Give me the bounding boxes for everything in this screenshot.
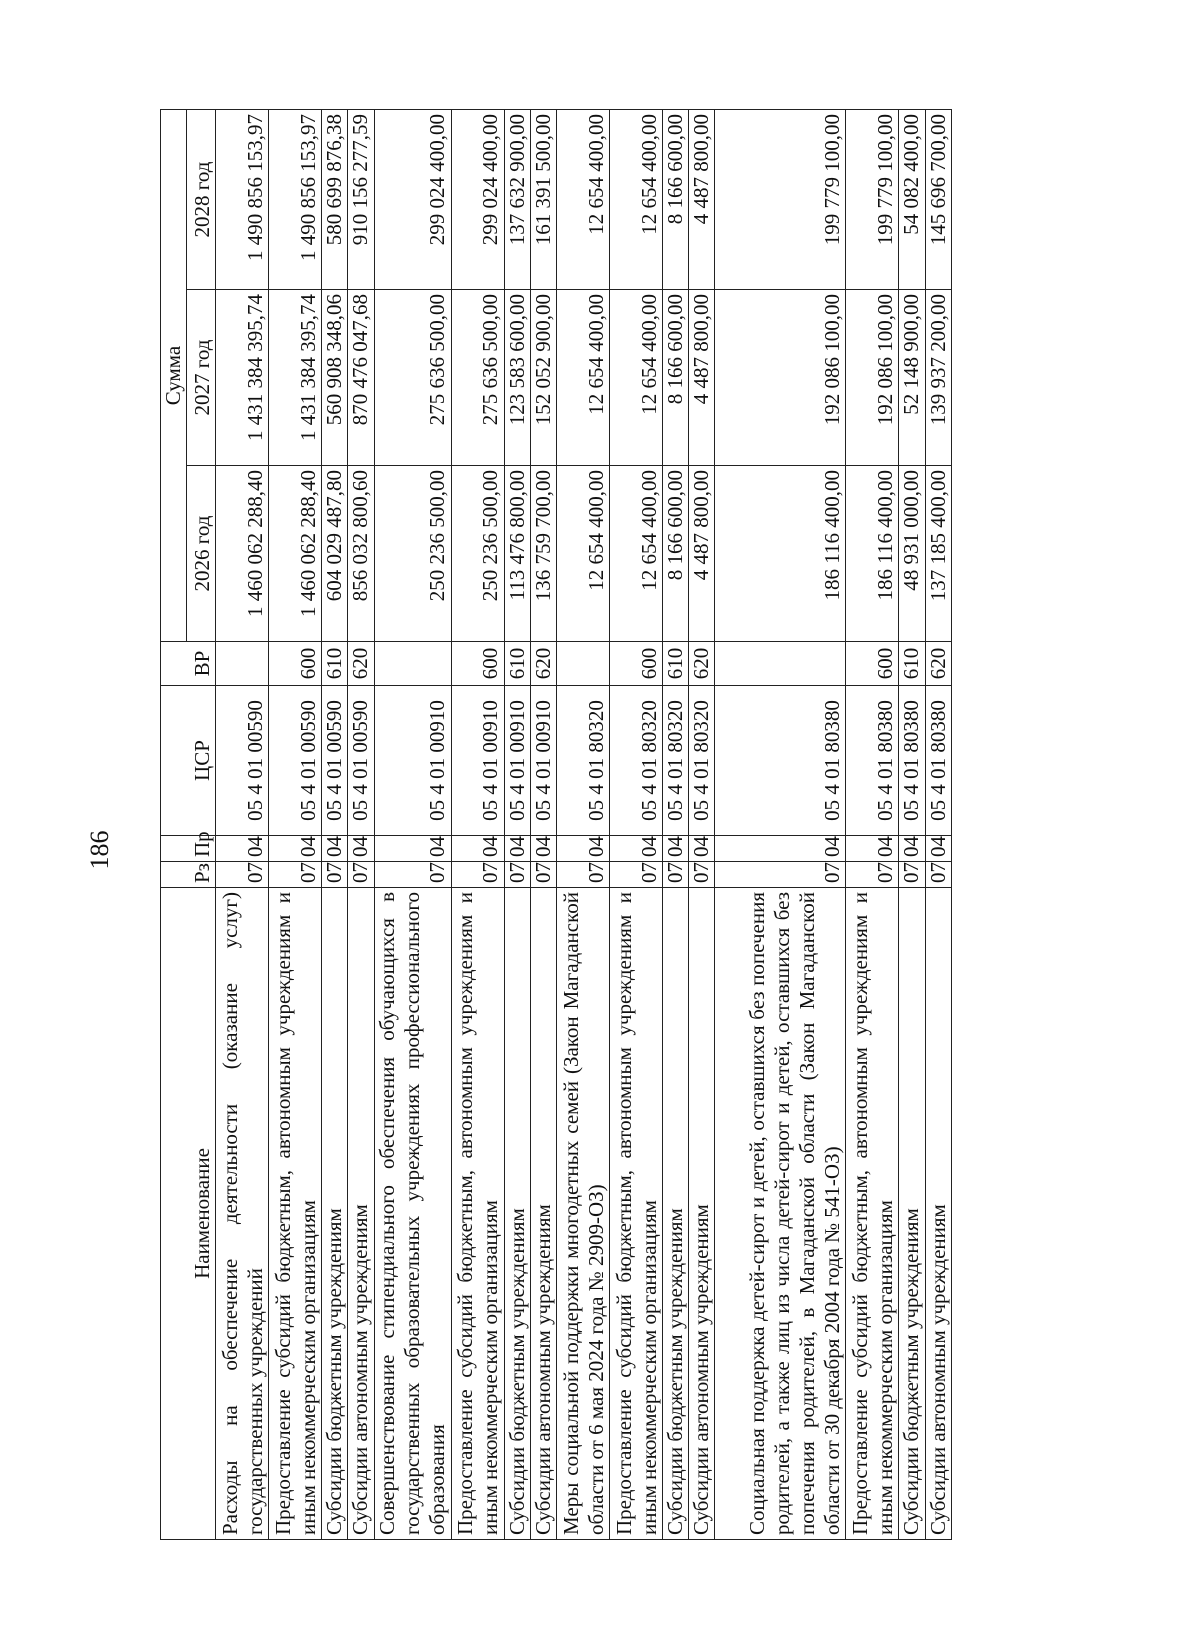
header-2027: 2027 год (187, 290, 216, 466)
header-2026: 2026 год (187, 466, 216, 642)
cell-y2027: 275 636 500,00 (451, 290, 504, 466)
cell-y2026: 186 116 400,00 (715, 466, 846, 642)
cell-csr: 05 4 01 00590 (269, 686, 322, 836)
table-row (662, 109, 688, 1539)
cell-rz: 07 (348, 862, 374, 888)
cell-rz: 07 (216, 862, 269, 888)
cell-csr: 05 4 01 80320 (556, 686, 609, 836)
cell-y2027: 560 908 348,06 (322, 290, 348, 466)
cell-name: Субсидии бюджетным учреждениям (504, 888, 530, 1540)
cell-y2027: 870 476 047,68 (348, 290, 374, 466)
cell-name: Расходы на обеспечение деятельности (оказание услуг) государственных учреждений (216, 888, 269, 1540)
table-row (556, 109, 609, 1539)
cell-csr: 05 4 01 80320 (609, 686, 662, 836)
table-row (899, 109, 925, 1539)
cell-y2028: 1 490 856 153,97 (216, 109, 269, 289)
cell-y2026: 856 032 800,60 (348, 466, 374, 642)
cell-vr: 620 (689, 642, 715, 686)
cell-y2027: 275 636 500,00 (374, 290, 451, 466)
cell-rz: 07 (556, 862, 609, 888)
cell-rz: 07 (451, 862, 504, 888)
cell-y2028: 12 654 400,00 (556, 109, 609, 289)
table-row (530, 109, 556, 1539)
cell-y2028: 54 082 400,00 (899, 109, 925, 289)
cell-y2027: 1 431 384 395,74 (269, 290, 322, 466)
cell-vr: 600 (846, 642, 899, 686)
cell-y2026: 12 654 400,00 (609, 466, 662, 642)
cell-y2026: 250 236 500,00 (451, 466, 504, 642)
cell-name: Субсидии бюджетным учреждениям (899, 888, 925, 1540)
cell-csr: 05 4 01 80320 (662, 686, 688, 836)
header-vr: ВР (161, 642, 216, 686)
cell-name: Субсидии автономным учреждениям (925, 888, 951, 1540)
cell-rz: 07 (609, 862, 662, 888)
cell-name: Субсидии автономным учреждениям (348, 888, 374, 1540)
cell-vr: 610 (662, 642, 688, 686)
cell-pr: 04 (216, 836, 269, 862)
cell-pr: 04 (348, 836, 374, 862)
cell-vr: 610 (322, 642, 348, 686)
cell-rz: 07 (899, 862, 925, 888)
cell-rz: 07 (925, 862, 951, 888)
cell-y2028: 1 490 856 153,97 (269, 109, 322, 289)
cell-pr: 04 (925, 836, 951, 862)
cell-vr: 610 (899, 642, 925, 686)
table-row (216, 109, 269, 1539)
cell-vr: 620 (925, 642, 951, 686)
cell-y2027: 123 583 600,00 (504, 290, 530, 466)
cell-rz: 07 (846, 862, 899, 888)
cell-pr: 04 (269, 836, 322, 862)
cell-y2027: 52 148 900,00 (899, 290, 925, 466)
cell-pr: 04 (609, 836, 662, 862)
table-row (374, 109, 451, 1539)
cell-y2026: 48 931 000,00 (899, 466, 925, 642)
cell-pr: 04 (556, 836, 609, 862)
table-row (925, 109, 951, 1539)
cell-vr: 600 (451, 642, 504, 686)
cell-name: Субсидии автономным учреждениям (530, 888, 556, 1540)
cell-y2027: 192 086 100,00 (715, 290, 846, 466)
cell-csr: 05 4 01 80380 (715, 686, 846, 836)
cell-y2027: 12 654 400,00 (556, 290, 609, 466)
cell-name: Предоставление субсидий бюджетным, автономным учреждениям и иным некоммерческим организациям (451, 888, 504, 1540)
cell-y2026: 12 654 400,00 (556, 466, 609, 642)
header-row (161, 109, 187, 1539)
cell-csr: 05 4 01 80320 (689, 686, 715, 836)
cell-y2028: 137 632 900,00 (504, 109, 530, 289)
cell-y2026: 186 116 400,00 (846, 466, 899, 642)
cell-pr: 04 (322, 836, 348, 862)
cell-y2027: 12 654 400,00 (609, 290, 662, 466)
cell-name: Совершенствование стипендиального обеспечения обучающихся в государственных образовательных учреждениях профессионального образования (374, 888, 451, 1540)
cell-y2027: 152 052 900,00 (530, 290, 556, 466)
cell-vr: 620 (530, 642, 556, 686)
cell-y2027: 8 166 600,00 (662, 290, 688, 466)
cell-csr: 05 4 01 00910 (530, 686, 556, 836)
cell-vr: 600 (609, 642, 662, 686)
cell-pr: 04 (374, 836, 451, 862)
cell-vr (556, 642, 609, 686)
cell-csr: 05 4 01 00590 (348, 686, 374, 836)
cell-vr: 600 (269, 642, 322, 686)
cell-name: Меры социальной поддержки многодетных семей (Закон Магаданской области от 6 мая 2024 года № 2909-ОЗ) (556, 888, 609, 1540)
cell-rz: 07 (504, 862, 530, 888)
cell-vr: 610 (504, 642, 530, 686)
cell-y2028: 199 779 100,00 (715, 109, 846, 289)
cell-csr: 05 4 01 00590 (322, 686, 348, 836)
table-row (715, 109, 846, 1539)
table-row (846, 109, 899, 1539)
cell-y2028: 580 699 876,38 (322, 109, 348, 289)
cell-y2027: 139 937 200,00 (925, 290, 951, 466)
page-number: 186 (85, 830, 114, 870)
cell-name: Предоставление субсидий бюджетным, автономным учреждениям и иным некоммерческим организациям (846, 888, 899, 1540)
cell-y2027: 1 431 384 395,74 (216, 290, 269, 466)
cell-y2028: 299 024 400,00 (374, 109, 451, 289)
table-row (348, 109, 374, 1539)
cell-y2026: 604 029 487,80 (322, 466, 348, 642)
cell-y2028: 8 166 600,00 (662, 109, 688, 289)
table-row (322, 109, 348, 1539)
cell-rz: 07 (662, 862, 688, 888)
header-pr: Пр (161, 836, 216, 862)
table-body (216, 109, 952, 1539)
cell-y2028: 910 156 277,59 (348, 109, 374, 289)
cell-csr: 05 4 01 80380 (899, 686, 925, 836)
cell-csr: 05 4 01 00910 (504, 686, 530, 836)
cell-pr: 04 (662, 836, 688, 862)
table-row (609, 109, 662, 1539)
header-name: Наименование (161, 888, 216, 1540)
budget-table (160, 109, 952, 1540)
cell-rz: 07 (374, 862, 451, 888)
cell-y2027: 4 487 800,00 (689, 290, 715, 466)
cell-pr: 04 (451, 836, 504, 862)
cell-name: Предоставление субсидий бюджетным, автономным учреждениям и иным некоммерческим организациям (269, 888, 322, 1540)
cell-rz: 07 (689, 862, 715, 888)
cell-pr: 04 (846, 836, 899, 862)
cell-rz: 07 (715, 862, 846, 888)
cell-y2026: 113 476 800,00 (504, 466, 530, 642)
cell-pr: 04 (530, 836, 556, 862)
cell-pr: 04 (715, 836, 846, 862)
cell-pr: 04 (504, 836, 530, 862)
cell-pr: 04 (689, 836, 715, 862)
cell-csr: 05 4 01 80380 (925, 686, 951, 836)
cell-y2026: 1 460 062 288,40 (216, 466, 269, 642)
cell-y2027: 192 086 100,00 (846, 290, 899, 466)
cell-csr: 05 4 01 00910 (451, 686, 504, 836)
cell-name: Субсидии бюджетным учреждениям (662, 888, 688, 1540)
rotated-table-wrapper (160, 110, 1020, 1540)
cell-csr: 05 4 01 00590 (216, 686, 269, 836)
header-csr: ЦСР (161, 686, 216, 836)
table-row (689, 109, 715, 1539)
cell-rz: 07 (530, 862, 556, 888)
cell-name: Субсидии бюджетным учреждениям (322, 888, 348, 1540)
cell-csr: 05 4 01 00910 (374, 686, 451, 836)
table-row (504, 109, 530, 1539)
cell-name: Субсидии автономным учреждениям (689, 888, 715, 1540)
cell-vr: 620 (348, 642, 374, 686)
cell-name: Предоставление субсидий бюджетным, автономным учреждениям и иным некоммерческим организациям (609, 888, 662, 1540)
cell-y2028: 199 779 100,00 (846, 109, 899, 289)
cell-vr (715, 642, 846, 686)
cell-pr: 04 (899, 836, 925, 862)
cell-rz: 07 (269, 862, 322, 888)
cell-y2028: 4 487 800,00 (689, 109, 715, 289)
cell-vr (216, 642, 269, 686)
cell-y2028: 299 024 400,00 (451, 109, 504, 289)
cell-y2026: 1 460 062 288,40 (269, 466, 322, 642)
cell-y2026: 136 759 700,00 (530, 466, 556, 642)
table-row (269, 109, 322, 1539)
cell-y2026: 8 166 600,00 (662, 466, 688, 642)
header-rz: Рз (161, 862, 216, 888)
header-sum: Сумма (161, 109, 187, 641)
cell-name: Социальная поддержка детей-сирот и детей, оставшихся без попечения родителей, а также лиц из числа детей-сирот и детей, оставшихся без попечения родителей, в Магаданской области (Закон Магаданской области от 30 декабря 2004 года № 541-ОЗ) (715, 888, 846, 1540)
cell-y2026: 250 236 500,00 (374, 466, 451, 642)
cell-rz: 07 (322, 862, 348, 888)
cell-csr: 05 4 01 80380 (846, 686, 899, 836)
cell-y2026: 4 487 800,00 (689, 466, 715, 642)
cell-y2028: 145 696 700,00 (925, 109, 951, 289)
cell-vr (374, 642, 451, 686)
table-row (451, 109, 504, 1539)
header-2028: 2028 год (187, 109, 216, 289)
cell-y2028: 161 391 500,00 (530, 109, 556, 289)
cell-y2026: 137 185 400,00 (925, 466, 951, 642)
cell-y2028: 12 654 400,00 (609, 109, 662, 289)
